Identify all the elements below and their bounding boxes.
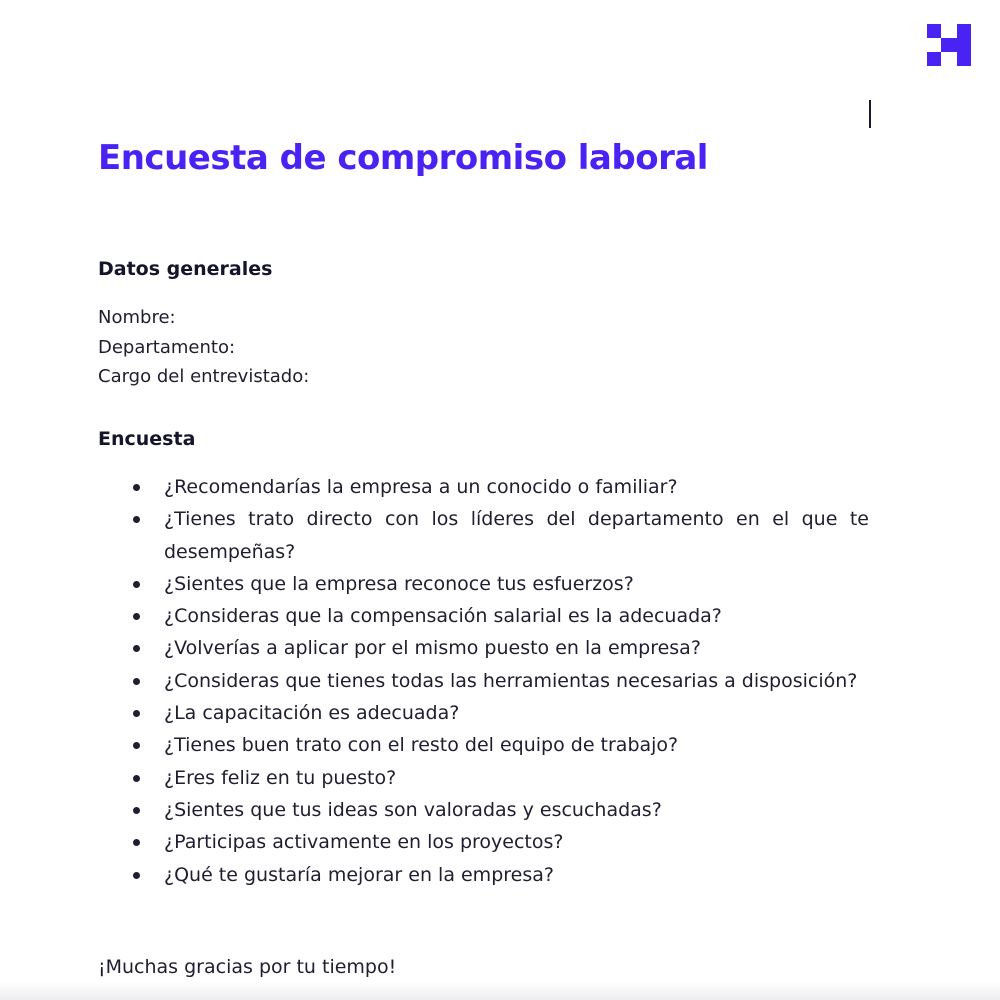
page-bottom-edge bbox=[0, 982, 1000, 1000]
question-item: ¿La capacitación es adecuada? bbox=[133, 697, 869, 729]
general-fields-list bbox=[98, 303, 309, 392]
question-item: ¿Consideras que la compensación salarial es la adecuada? bbox=[133, 600, 869, 632]
question-item: ¿Eres feliz en tu puesto? bbox=[133, 762, 869, 794]
field-name-label: Nombre: bbox=[98, 307, 176, 328]
field-department-label: Departamento: bbox=[98, 336, 236, 358]
question-item: ¿Sientes que la empresa reconoce tus esfuerzos? bbox=[133, 568, 869, 600]
question-item: ¿Qué te gustaría mejorar en la empresa? bbox=[133, 859, 869, 891]
field-position-label: Cargo del entrevistado: bbox=[98, 366, 310, 387]
question-item: ¿Tienes buen trato con el resto del equipo de trabajo? bbox=[133, 729, 869, 761]
survey-questions-list bbox=[133, 471, 869, 891]
question-item: ¿Recomendarías la empresa a un conocido o familiar? bbox=[133, 471, 869, 503]
h-pixel-logo-icon bbox=[927, 24, 971, 66]
question-item: ¿Tienes trato directo con los líderes del departamento en el que te desempeñas? bbox=[133, 503, 869, 568]
question-item: ¿Consideras que tienes todas las herramientas necesarias a disposición? bbox=[133, 665, 869, 697]
document-title: Encuesta de compromiso laboral bbox=[98, 138, 708, 178]
general-data-heading: Datos generales bbox=[98, 258, 273, 280]
survey-heading: Encuesta bbox=[98, 428, 196, 450]
closing-message: ¡Muchas gracias por tu tiempo! bbox=[98, 956, 397, 978]
question-item: ¿Participas activamente en los proyectos? bbox=[133, 826, 869, 858]
question-item: ¿Volverías a aplicar por el mismo puesto en la empresa? bbox=[133, 632, 869, 664]
question-item: ¿Sientes que tus ideas son valoradas y escuchadas? bbox=[133, 794, 869, 826]
text-cursor bbox=[869, 100, 871, 128]
